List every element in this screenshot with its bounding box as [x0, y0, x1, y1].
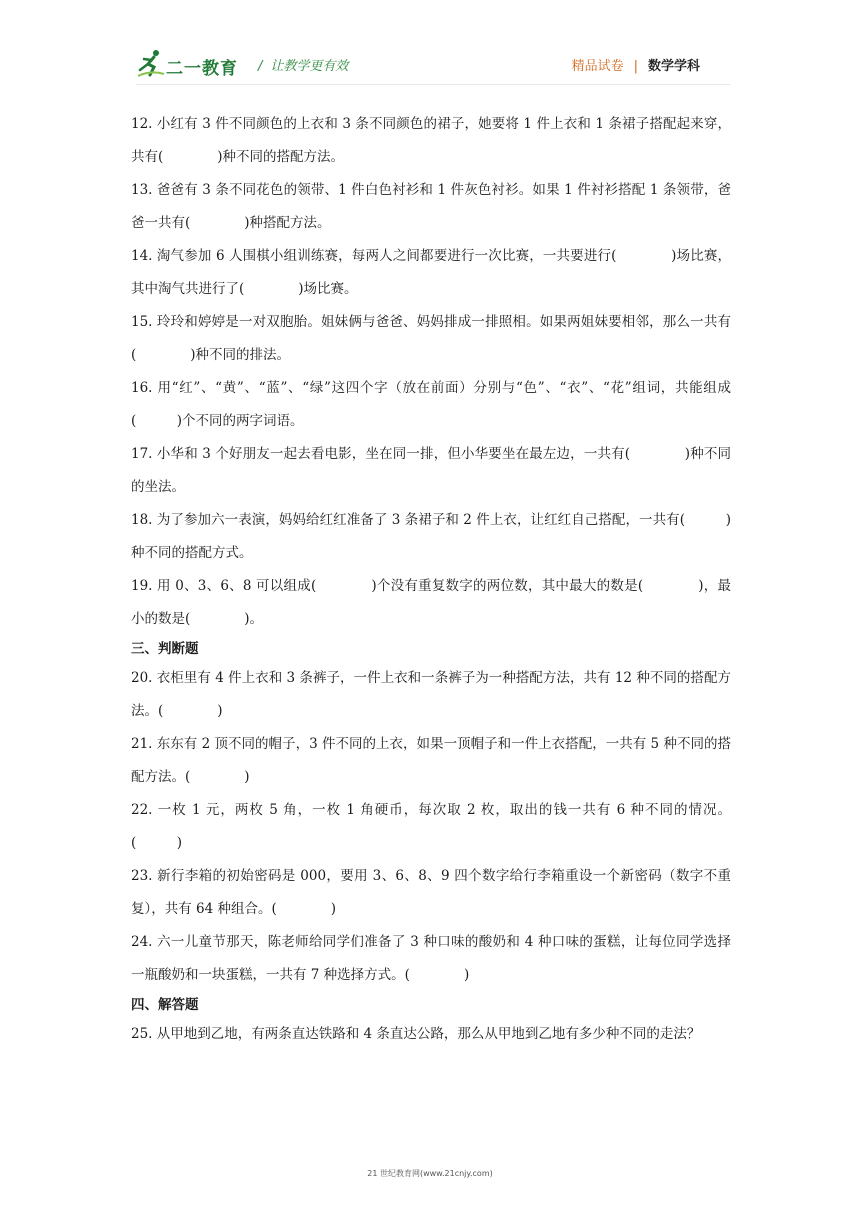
document-body: [131, 108, 731, 1051]
question-21: 21. 东东有 2 顶不同的帽子，3 件不同的上衣，如果一顶帽子和一件上衣搭配，一共有 5 种不同的搭配方法。( ): [131, 736, 731, 785]
question-15: 15. 玲玲和婷婷是一对双胞胎。姐妹俩与爸爸、妈妈排成一排照相。如果两姐妹要相邻，那么一共有( )种不同的排法。: [131, 314, 731, 363]
question-16: 16. 用“红”、“黄”、“蓝”、“绿”这四个字（放在前面）分别与“色”、“衣”、“花”组词，共能组成( )个不同的两字词语。: [131, 380, 731, 429]
header-label: 精品试卷: [571, 59, 624, 74]
question-19: 19. 用 0、3、6、8 可以组成( )个没有重复数字的两位数，其中最大的数是( )，最小的数是( )。: [131, 578, 731, 627]
header-right: [572, 55, 700, 74]
question-22: 22. 一枚 1 元，两枚 5 角，一枚 1 角硬币，每次取 2 枚，取出的钱一共有 6 种不同的情况。( ): [131, 802, 731, 851]
question-25: 25. 从甲地到乙地，有两条直达铁路和 4 条直达公路，那么从甲地到乙地有多少种不同的走法？: [131, 1026, 701, 1042]
slogan-text: 让教学更有效: [270, 59, 349, 74]
question-20: 20. 衣柜里有 4 件上衣和 3 条裤子，一件上衣和一条裤子为一种搭配方法，共有 12 种不同的搭配方法。( ): [131, 670, 731, 719]
question-12: 12. 小红有 3 件不同颜色的上衣和 3 条不同颜色的裙子，她要将 1 件上衣和 1 条裙子搭配起来穿，共有( )种不同的搭配方法。: [131, 116, 731, 165]
question-18: 18. 为了参加六一表演，妈妈给红红准备了 3 条裙子和 2 件上衣，让红红自己搭配，一共有( )种不同的搭配方式。: [131, 512, 731, 561]
question-24: 24. 六一儿童节那天，陈老师给同学们准备了 3 种口味的酸奶和 4 种口味的蛋糕，让每位同学选择一瓶酸奶和一块蛋糕，一共有 7 种选择方式。( ): [131, 934, 731, 983]
question-23: 23. 新行李箱的初始密码是 000，要用 3、6、8、9 四个数字给行李箱重设一个新密码（数字不重复），共有 64 种组合。( ): [131, 868, 731, 917]
slogan-divider: /: [258, 59, 263, 74]
question-17: 17. 小华和 3 个好朋友一起去看电影，坐在同一排，但小华要坐在最左边，一共有( )种不同的坐法。: [131, 446, 731, 495]
header-divider: [136, 84, 730, 85]
page-footer: 21 世纪教育网(www.21cnjy.com): [367, 1169, 493, 1178]
header-subject: 数学学科: [647, 59, 700, 74]
page-header: [0, 0, 860, 92]
question-13: 13. 爸爸有 3 条不同花色的领带、1 件白色衬衫和 1 件灰色衬衫。如果 1 件衬衫搭配 1 条领带，爸爸一共有( )种搭配方法。: [131, 182, 731, 231]
logo: [136, 48, 256, 82]
brand-name: 二一教育: [166, 59, 238, 79]
section-heading-judgement: 三、判断题: [131, 641, 199, 657]
section-heading-answers: 四、解答题: [131, 997, 199, 1013]
slogan: [258, 55, 348, 74]
runner-logo-icon: [136, 48, 166, 78]
question-14: 14. 淘气参加 6 人围棋小组训练赛，每两人之间都要进行一次比赛，一共要进行( )场比赛，其中淘气共进行了( )场比赛。: [131, 248, 731, 297]
header-separator: |: [633, 59, 638, 74]
